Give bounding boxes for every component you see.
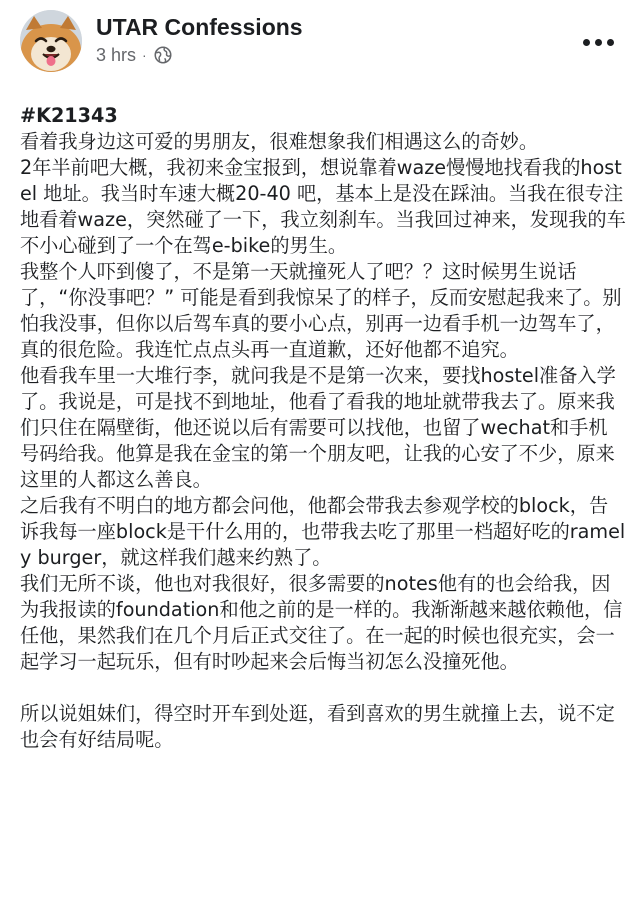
meta-separator: ·: [142, 47, 147, 63]
post-meta: [96, 44, 172, 66]
globe-icon[interactable]: [154, 46, 172, 64]
post-paragraph: 之后我有不明白的地方都会问他，他都会带我去参观学校的block，告诉我每一座block是干什么用的，也带我去吃了那里一档超好吃的ramely burger，就这样我们越来约熟了。: [20, 494, 626, 569]
more-options-icon: [595, 39, 602, 46]
confession-id: #K21343: [20, 104, 118, 127]
post-paragraph: 我们无所不谈，他也对我很好，很多需要的notes他有的也会给我，因为我报读的foundation和他之前的是一样的。我渐渐越来越依赖他，信任他，果然我们在几个月后正式交往了。在一起的时候也很充实，会一起学习一起玩乐，但有时吵起来会后悔当初怎么没撞死他。: [20, 572, 623, 673]
post-paragraph: 2年半前吧大概，我初来金宝报到，想说靠着waze慢慢地找看我的hostel 地址。我当时车速大概20-40 吧，基本上是没在踩油。当我在很专注地看着waze，突然碰了一下，我立刻刹车。当我回过神来，发现我的车不小心碰到了一个在驾e-bike的男生。: [20, 156, 626, 257]
shiba-dog-avatar-icon: [20, 10, 82, 72]
post-paragraph: 他看我车里一大堆行李，就问我是不是第一次来，要找hostel准备入学了。我说是，可是找不到地址，他看了看我的地址就带我去了。原来我们只住在隔壁街，他还说以后有需要可以找他，也留了wechat和手机号码给我。他算是我在金宝的第一个朋友吧，让我的心安了不少，原来这里的人都这么善良。: [20, 364, 616, 491]
more-options-icon: [607, 39, 614, 46]
post-timestamp[interactable]: 3 hrs: [96, 44, 137, 65]
page-avatar[interactable]: [20, 10, 82, 72]
more-options-icon: [583, 39, 590, 46]
post-closing: 所以说姐妹们，得空时开车到处逛，看到喜欢的男生就撞上去，说不定也会有好结局呢。: [20, 702, 615, 751]
post-paragraph: 我整个人吓到傻了，不是第一天就撞死人了吧？？这时候男生说话了，“你没事吧？” 可能是看到我惊呆了的样子，反而安慰起我来了。别怕我没事，但你以后驾车真的要小心点，别再一边看手机一边驾车了，真的很危险。我连忙点点头再一直道歉，还好他都不追究。: [20, 260, 622, 361]
post-paragraph: 看着我身边这可爱的男朋友，很难想象我们相遇这么的奇妙。: [20, 130, 539, 153]
paragraph-spacer: [20, 675, 626, 701]
more-options-button[interactable]: [578, 30, 618, 54]
page-name-link[interactable]: UTAR Confessions: [96, 14, 303, 40]
post-body: [20, 103, 626, 753]
post-header: [0, 0, 640, 80]
